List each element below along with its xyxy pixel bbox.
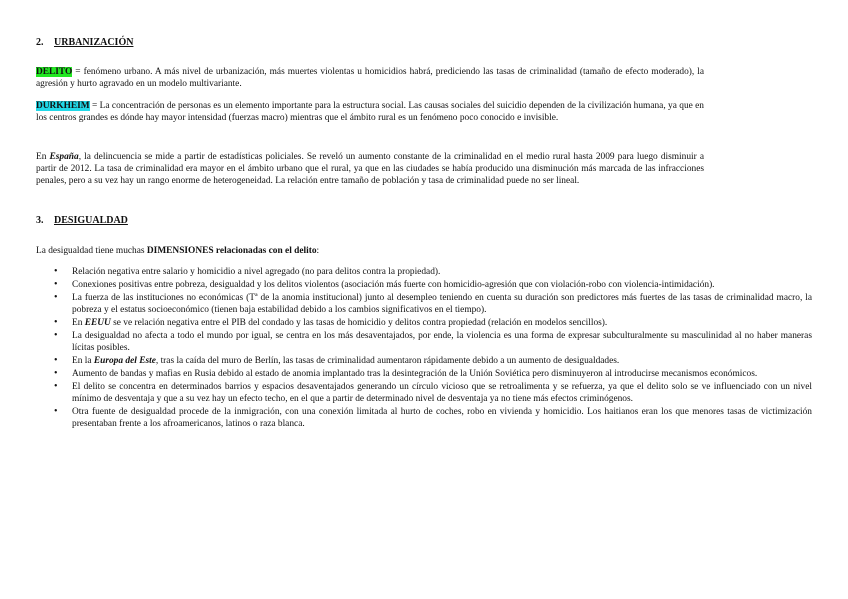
list-item [54,406,812,430]
paragraph-text: = La concentración de personas es un elemento importante para la estructura social. Las causas sociales del suicidio dependen de la civilización humana, ya que en los centros grandes es dónde hay mayor intensidad (fuerzas macro) mientras que el ámbito rural es un fenómeno poco conocido e invisible. [36,101,704,123]
list-item [54,330,812,354]
section-number: 2. [36,37,44,48]
highlighted-term-durkheim: DURKHEIM [36,101,90,111]
emphasis-europa-del-este: Europa del Este [93,356,156,366]
list-item [54,317,812,329]
list-item-text: Conexiones positivas entre pobreza, desigualdad y los delitos violentos (asociación más fuerte con homicidio-agresión que con violación-robo con violencia-intimidación). [72,280,715,290]
highlighted-term-delito: DELITO [36,67,73,77]
list-item [54,279,812,291]
section-title: URBANIZACIÓN [54,37,134,48]
list-item-text: El delito se concentra en determinados barrios y espacios desaventajados generando un círculo vicioso que se retroalimenta y se refuerza, ya que el delito solo se ve influenciado con un nivel mínimo de desventaja y que a su vez hay un efecto techo, en el que a partir de determinado nivel de desventaja ya no tiene más efectos criminógenos. [72,382,812,404]
bullet-icon: • [54,279,58,290]
bullet-icon: • [54,368,58,379]
emphasis-espana: España [49,152,79,162]
list-item-text: Aumento de bandas y mafias en Rusia debido al estado de anomia implantado tras la desintegración de la Unión Soviética pero disminuyeron al introducirse mecanismos económicos. [72,369,758,379]
bullet-icon: • [54,355,58,366]
bullet-icon: • [54,381,58,392]
paragraph-durkheim [36,100,704,124]
paragraph-prefix: En [36,152,50,162]
section-number: 3. [36,215,44,226]
list-item-text: La fuerza de las instituciones no económicas (Tª de la anomia institucional) junto al desempleo teniendo en cuenta su duración son predictores más fuertes de las tasas de criminalidad macro, la pobreza y el estatus socioeconómico (tienen baja estabilidad debido a los cambios significativos en el tiempo). [72,293,812,315]
list-item [54,381,812,405]
bullet-icon: • [54,406,58,417]
paragraph-espana [36,151,704,187]
list-item-text: , tras la caída del muro de Berlín, las tasas de criminalidad aumentaron rápidamente debido a un aumento de desigualdades. [155,356,620,366]
intro-suffix: : [316,246,320,256]
bullet-list [54,266,812,431]
bullet-icon: • [54,317,58,328]
list-item-prefix: En la [72,356,94,366]
section-title: DESIGUALDAD [54,215,128,226]
bullet-icon: • [54,330,58,341]
list-item [54,266,812,278]
section-heading-desigualdad [36,215,128,227]
emphasis-eeuu: EEUU [84,318,111,328]
paragraph-text: , la delincuencia se mide a partir de estadísticas policiales. Se reveló un aumento constante de la criminalidad en el medio rural hasta 2009 para luego disminuir a partir de 2012. La tasa de criminalidad era mayor en el ámbito urbano que el rural, ya que en las ciudades se había producido una disminución más marcada de las infracciones penales, pero a su vez hay un rango enorme de heterogeneidad. La relación entre tamaño de población y tasa de criminalidad puede no ser lineal. [36,152,705,186]
paragraph-delito [36,66,704,90]
paragraph-intro [36,245,704,257]
section-heading-urbanizacion [36,37,133,49]
list-item [54,368,812,380]
list-item [54,355,812,367]
paragraph-text: = fenómeno urbano. A más nivel de urbanización, más muertes violentas u homicidios habrá, prediciendo las tasas de criminalidad (tamaño de efecto moderado), la agresión y hurto agravado en un modelo multivariante. [36,67,704,89]
list-item-text: se ve relación negativa entre el PIB del condado y las tasas de homicidio y delitos contra propiedad (relación en modelos sencillos). [110,318,608,328]
list-item-prefix: En [72,318,85,328]
list-item-text: Otra fuente de desigualdad procede de la inmigración, con una conexión limitada al hurto de coches, robo en vivienda y homicidio. Los haitianos eran los que menores tasas de victimización presentaban frente a los afroamericanos, latinos o raza blanca. [72,407,812,429]
intro-emphasis: DIMENSIONES relacionadas con el delito [146,246,317,256]
bullet-icon: • [54,292,58,303]
intro-prefix: La desigualdad tiene muchas [36,246,147,256]
list-item-text: La desigualdad no afecta a todo el mundo por igual, se centra en los más desaventajados, por ende, la violencia es una forma de expresar subculturalmente su masculinidad al no haber maneras lícitas posibles. [72,331,812,353]
list-item-text: Relación negativa entre salario y homicidio a nivel agregado (no para delitos contra la propiedad). [72,267,441,277]
list-item [54,292,812,316]
bullet-icon: • [54,266,58,277]
